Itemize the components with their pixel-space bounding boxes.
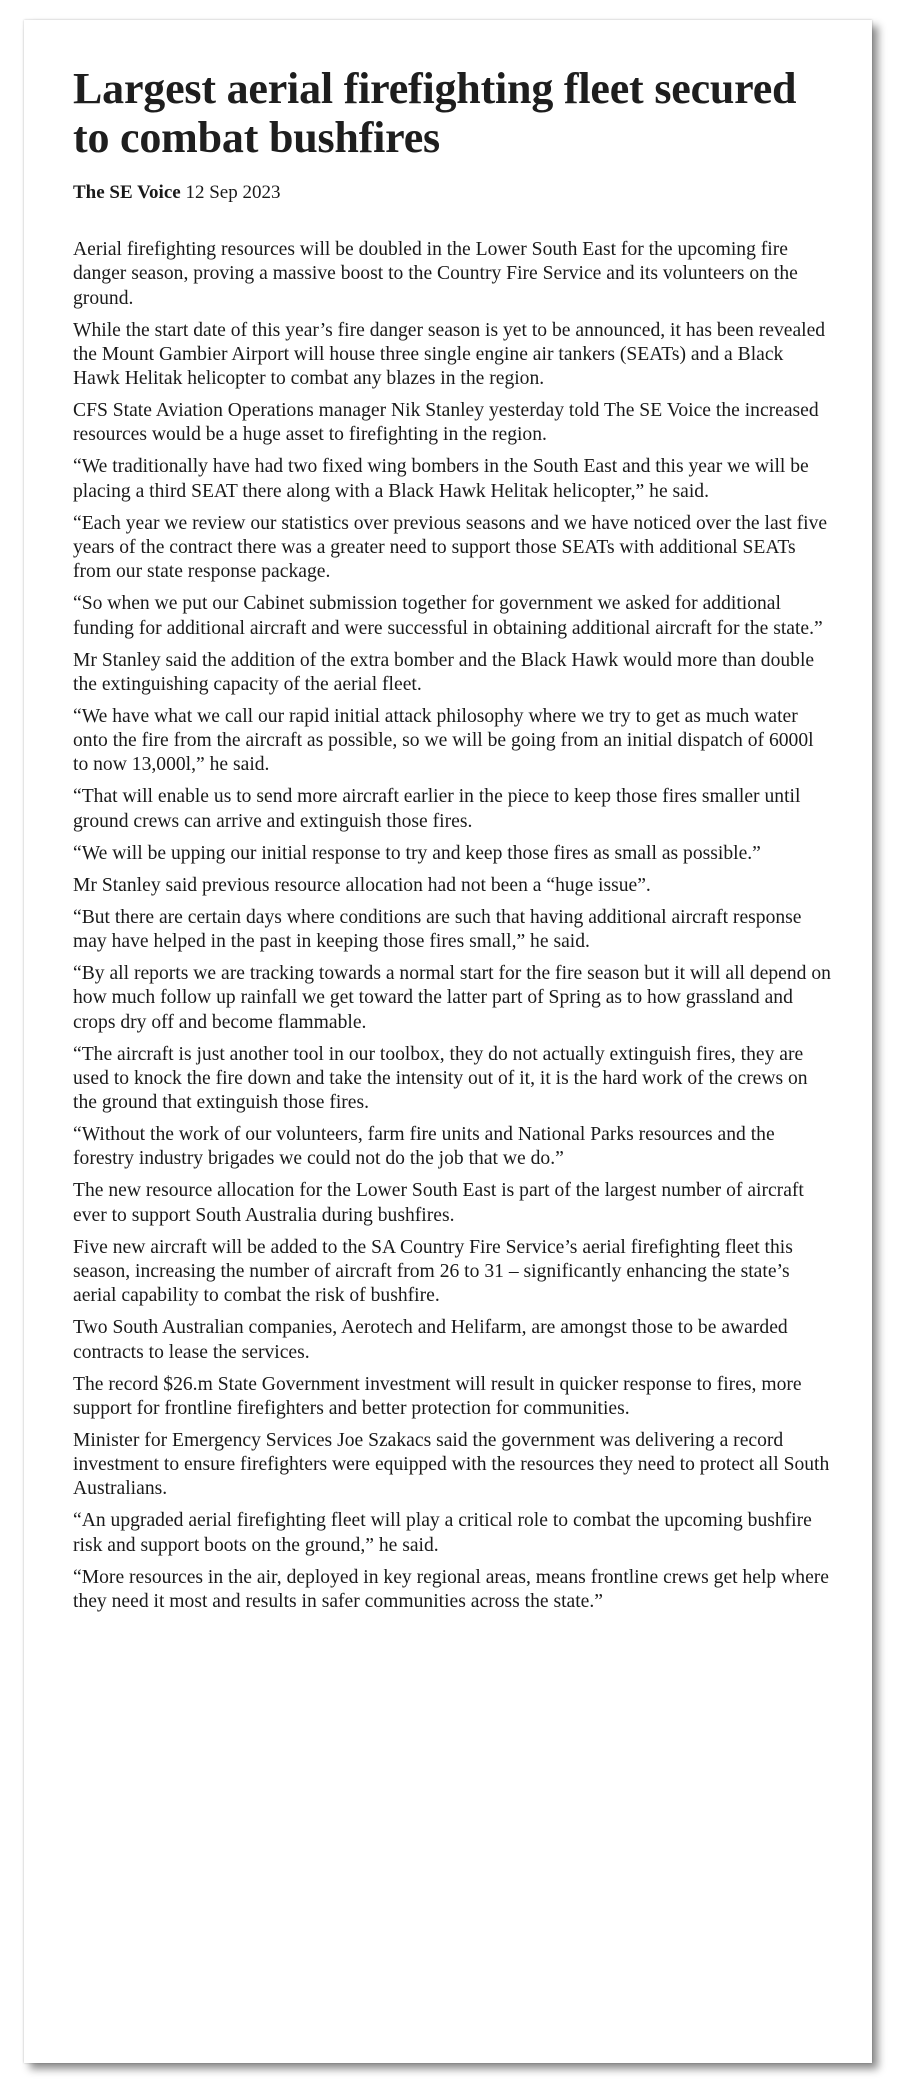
byline-source: The SE Voice [73,182,181,203]
paragraph: “We have what we call our rapid initial attack philosophy where we try to get as much water onto the fire from the aircraft as possible, so we will be going from an initial dispatch of 6000l to now 13,000l,” he said. [73,705,814,776]
paragraph: Minister for Emergency Services Joe Szakacs said the government was delivering a record investment to ensure firefighters were equipped with the resources they need to protect all South Australians. [73,1429,830,1500]
paragraph: “We will be upping our initial response to try and keep those fires as small as possible.” [73,842,761,864]
article-body [73,238,833,1614]
paragraph: Mr Stanley said the addition of the extra bomber and the Black Hawk would more than double the extinguishing capacity of the aerial fleet. [73,649,815,695]
paragraph: “So when we put our Cabinet submission together for government we asked for additional funding for additional aircraft and were successful in obtaining additional aircraft for the state.” [73,593,823,639]
paragraph: Aerial firefighting resources will be doubled in the Lower South East for the upcoming fire danger season, proving a massive boost to the Country Fire Service and its volunteers on the ground. [73,239,798,309]
paragraph: “An upgraded aerial firefighting fleet will play a critical role to combat the upcoming bushfire risk and support boots on the ground,” he said. [73,1510,812,1556]
byline-date: 12 Sep 2023 [185,182,281,203]
paragraph: “But there are certain days where conditions are such that having additional aircraft response may have helped in the past in keeping those fires small,” he said. [73,906,802,952]
paragraph: “That will enable us to send more aircraft earlier in the piece to keep those fires smaller until ground crews can arrive and extinguish those fires. [73,786,801,832]
paragraph: “Each year we review our statistics over previous seasons and we have noticed over the last five years of the contract there was a greater need to support those SEATs with additional SEATs from our state response package. [73,512,828,583]
byline [73,182,833,204]
paragraph: Mr Stanley said previous resource allocation had not been a “huge issue”. [73,874,651,896]
paragraph: Two South Australian companies, Aerotech and Helifarm, are amongst those to be awarded contracts to lease the services. [73,1317,788,1363]
paragraph: “More resources in the air, deployed in key regional areas, means frontline crews get help where they need it most and results in safer communities across the state.” [73,1566,829,1612]
article-headline: Largest aerial firefighting fleet secured to combat bushfires [73,64,797,162]
article-page [24,20,872,2063]
paragraph: While the start date of this year’s fire danger season is yet to be announced, it has been revealed the Mount Gambier Airport will house three single engine air tankers (SEATs) and a Black Hawk Helitak helicopter to combat any blazes in the region. [73,319,826,390]
paragraph: “By all reports we are tracking towards a normal start for the fire season but it will all depend on how much follow up rainfall we get toward the latter part of Spring as to how grassland and crops dry off and become flammable. [73,962,831,1033]
paragraph: The record $26.m State Government investment will result in quicker response to fires, more support for frontline firefighters and better protection for communities. [73,1373,802,1419]
paragraph: CFS State Aviation Operations manager Nik Stanley yesterday told The SE Voice the increased resources would be a huge asset to firefighting in the region. [73,400,819,446]
article [73,64,833,1622]
paragraph: “Without the work of our volunteers, farm fire units and National Parks resources and the forestry industry brigades we could not do the job that we do.” [73,1124,775,1170]
paragraph: The new resource allocation for the Lower South East is part of the largest number of aircraft ever to support South Australia during bushfires. [73,1180,804,1226]
paragraph: Five new aircraft will be added to the SA Country Fire Service’s aerial firefighting fleet this season, increasing the number of aircraft from 26 to 31 – significantly enhancing the state’s aerial capability to combat the risk of bushfire. [73,1236,793,1307]
paragraph: “We traditionally have had two fixed wing bombers in the South East and this year we will be placing a third SEAT there along with a Black Hawk Helitak helicopter,” he said. [73,456,809,502]
paragraph: “The aircraft is just another tool in our toolbox, they do not actually extinguish fires, they are used to knock the fire down and take the intensity out of it, it is the hard work of the crews on the ground that extinguish those fires. [73,1043,808,1114]
